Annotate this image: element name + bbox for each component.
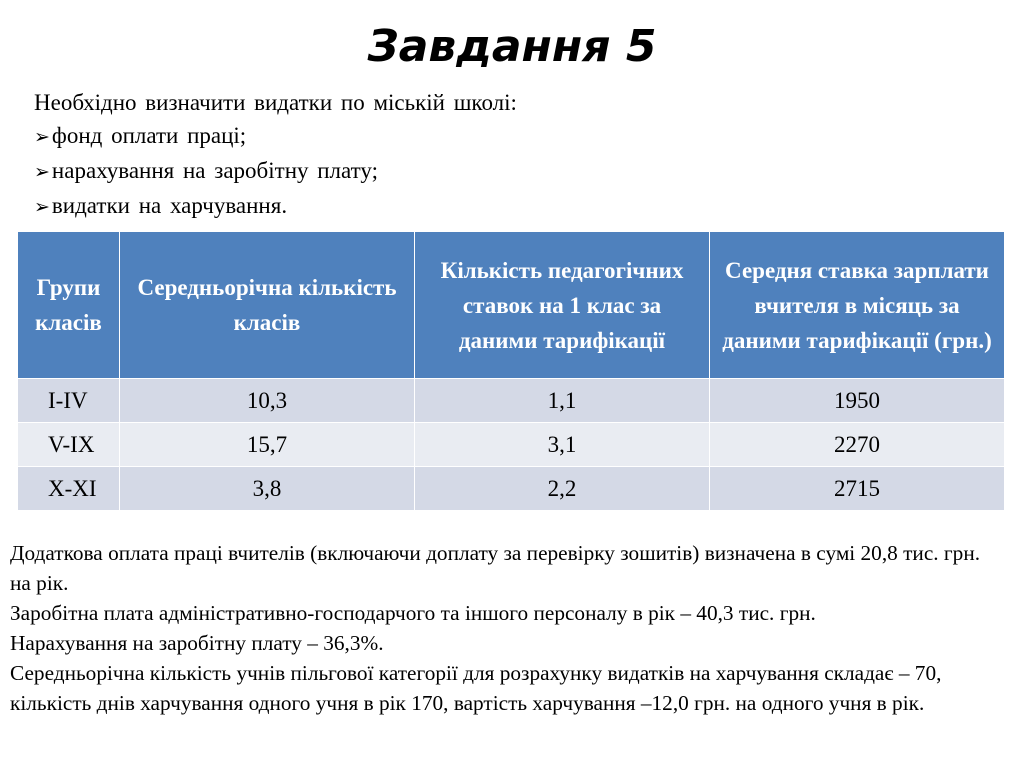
table-cell: I-IV — [18, 379, 120, 423]
table-cell: 2715 — [710, 467, 1005, 511]
table-row — [18, 467, 1005, 511]
note-additional-pay: Додаткова оплата праці вчителів (включаючи доплату за перевірку зошитів) визначена в сумі 20,8 тис. грн. на рік. — [10, 541, 981, 595]
task-description — [34, 86, 934, 224]
table-cell: 2,2 — [415, 467, 710, 511]
note-accruals: Нарахування на заробітну плату – 36,3%. — [10, 631, 384, 655]
note-meals: Середньорічна кількість учнів пільгової категорії для розрахунку видатків на харчування складає – 70, кількість днів харчування одного учня в рік 170, вартість харчування –12,0 грн. на одного учня в рік. — [10, 661, 942, 715]
header-teacher-rates: Кількість педагогічних ставок на 1 клас за даними тарифікації — [415, 232, 710, 379]
table-cell: X-XI — [18, 467, 120, 511]
page-title: Завдання 5 — [367, 21, 657, 72]
task-lead: Необхідно визначити видатки по міській школі: — [34, 90, 517, 115]
table-cell: 1,1 — [415, 379, 710, 423]
table-cell: 10,3 — [120, 379, 415, 423]
list-item — [34, 154, 934, 189]
table-header-row — [18, 232, 1005, 379]
arrow-bullet-icon: ➢ — [34, 126, 50, 148]
list-item — [34, 119, 934, 154]
table-row — [18, 423, 1005, 467]
header-class-groups: Групи класів — [18, 232, 120, 379]
task-list — [34, 119, 934, 224]
table-row — [18, 379, 1005, 423]
table-cell: 2270 — [710, 423, 1005, 467]
note-staff-salary: Заробітна плата адміністративно-господарчого та іншого персоналу в рік – 40,3 тис. грн. — [10, 601, 816, 625]
table-cell: 1950 — [710, 379, 1005, 423]
table-cell: 3,1 — [415, 423, 710, 467]
header-avg-salary: Середня ставка зарплати вчителя в місяць за даними тарифікації (грн.) — [710, 232, 1005, 379]
table-cell: V-IX — [18, 423, 120, 467]
arrow-bullet-icon: ➢ — [34, 161, 50, 183]
table-cell: 3,8 — [120, 467, 415, 511]
task-conditions — [10, 538, 1005, 718]
tariff-table — [17, 231, 1005, 511]
list-item-text: видатки на харчування. — [51, 193, 288, 218]
list-item-text: фонд оплати праці; — [51, 123, 247, 148]
arrow-bullet-icon: ➢ — [34, 196, 50, 218]
header-avg-classes: Середньорічна кількість класів — [120, 232, 415, 379]
table-cell: 15,7 — [120, 423, 415, 467]
list-item — [34, 189, 934, 224]
list-item-text: нарахування на заробітну плату; — [51, 158, 378, 183]
